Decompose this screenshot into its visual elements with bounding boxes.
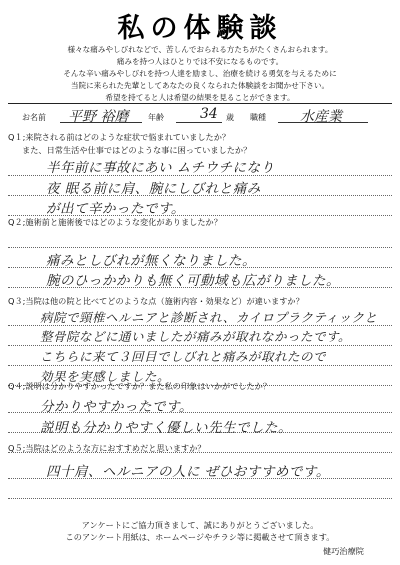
age-unit: 歳 — [226, 113, 234, 122]
question-4: Q４;説明は分かりやすかったですか？また私の印象はいかがでしたか？ — [8, 381, 272, 391]
age-value: 34 — [200, 106, 218, 122]
footer-line: このアンケート用紙は、ホームページやチラシ等に掲載させて頂きます。 — [65, 532, 335, 542]
answer-1-line-1: 半年前に事故にあい ムチウチになり — [46, 160, 275, 176]
clinic-name: 健巧治療院 — [323, 546, 364, 556]
answer-line — [8, 345, 392, 346]
answer-line — [8, 247, 392, 248]
divider — [8, 103, 392, 104]
answer-2-line-2: 腕のひっかかりも無く可動域も広がりました。 — [46, 273, 340, 289]
question-2: Q２;施術前と施術後ではどのような変化がありましたか？ — [8, 217, 222, 227]
answer-5-line-1: 四十肩、ヘルニアの人に ぜひおすすめです。 — [46, 464, 330, 480]
intro-line: そんな辛い痛みやしびれを持つ人達を励まし、治療を続ける勇気を与えるために — [63, 69, 337, 79]
name-value: 平野 裕磨 — [68, 109, 129, 125]
answer-3-line-3: こちらに来て３回目でしびれと痛みが取れたので — [40, 349, 327, 364]
age-label: 年齢 — [148, 113, 164, 122]
intro-line: 様々な痛みやしびれなどで、苦しんでおられる方たちがたくさんおられます。 — [67, 45, 333, 54]
age-underline — [176, 122, 222, 123]
answer-line — [8, 498, 392, 499]
intro-line: 痛みを持つ人はひとりでは不安になるものです。 — [116, 57, 284, 67]
answer-2-line-1: 痛みとしびれが無くなりました。 — [46, 253, 256, 269]
answer-line — [8, 365, 392, 366]
intro-text — [8, 44, 392, 104]
intro-line: 希望を持てると人は希望の結果を見ることができます。 — [105, 93, 295, 103]
footer-line: アンケートにご協力頂きまして、誠にありがとうございました。 — [81, 520, 319, 530]
job-value: 水産業 — [300, 109, 342, 125]
answer-3-line-4: 効果を実感しました。 — [40, 369, 171, 384]
name-underline — [60, 122, 142, 123]
question-1-sub: また、日常生活や仕事ではどのような事に困っていましたか？ — [22, 145, 252, 155]
job-underline — [278, 122, 368, 123]
name-label: お名前 — [22, 113, 46, 122]
page-title: 私の体験談 — [117, 13, 283, 44]
answer-1-line-3: が出て辛かったです。 — [46, 201, 185, 217]
footer-text — [8, 519, 392, 543]
job-label: 職種 — [250, 113, 266, 122]
question-1: Q１;来院される前はどのような症状で悩まれていましたか？ — [8, 132, 231, 142]
answer-4-line-1: 分かりやすかったです。 — [40, 399, 193, 415]
question-5: Q５;当院はどのような方におすすめだと思いますか？ — [8, 443, 206, 453]
answer-4-line-2: 説明も分かりやすく優しい先生でした。 — [40, 420, 292, 436]
answer-1-line-2: 夜 眠る前に肩、腕にしびれと痛み — [46, 181, 261, 197]
answer-3-line-2: 整骨院などに通いましたが痛みが取れなかったです。 — [40, 329, 352, 344]
intro-line: 当院に来られた先輩としてあなたの良くなられた体験談をお聞かせ下さい。 — [70, 81, 330, 91]
question-3: Q３;当院は他の院と比べてどのような点（施術内容・効果など）が違いますか？ — [8, 296, 304, 306]
answer-3-line-1: 病院で頸椎ヘルニアと診断され、カイロプラクティックと — [40, 310, 378, 325]
